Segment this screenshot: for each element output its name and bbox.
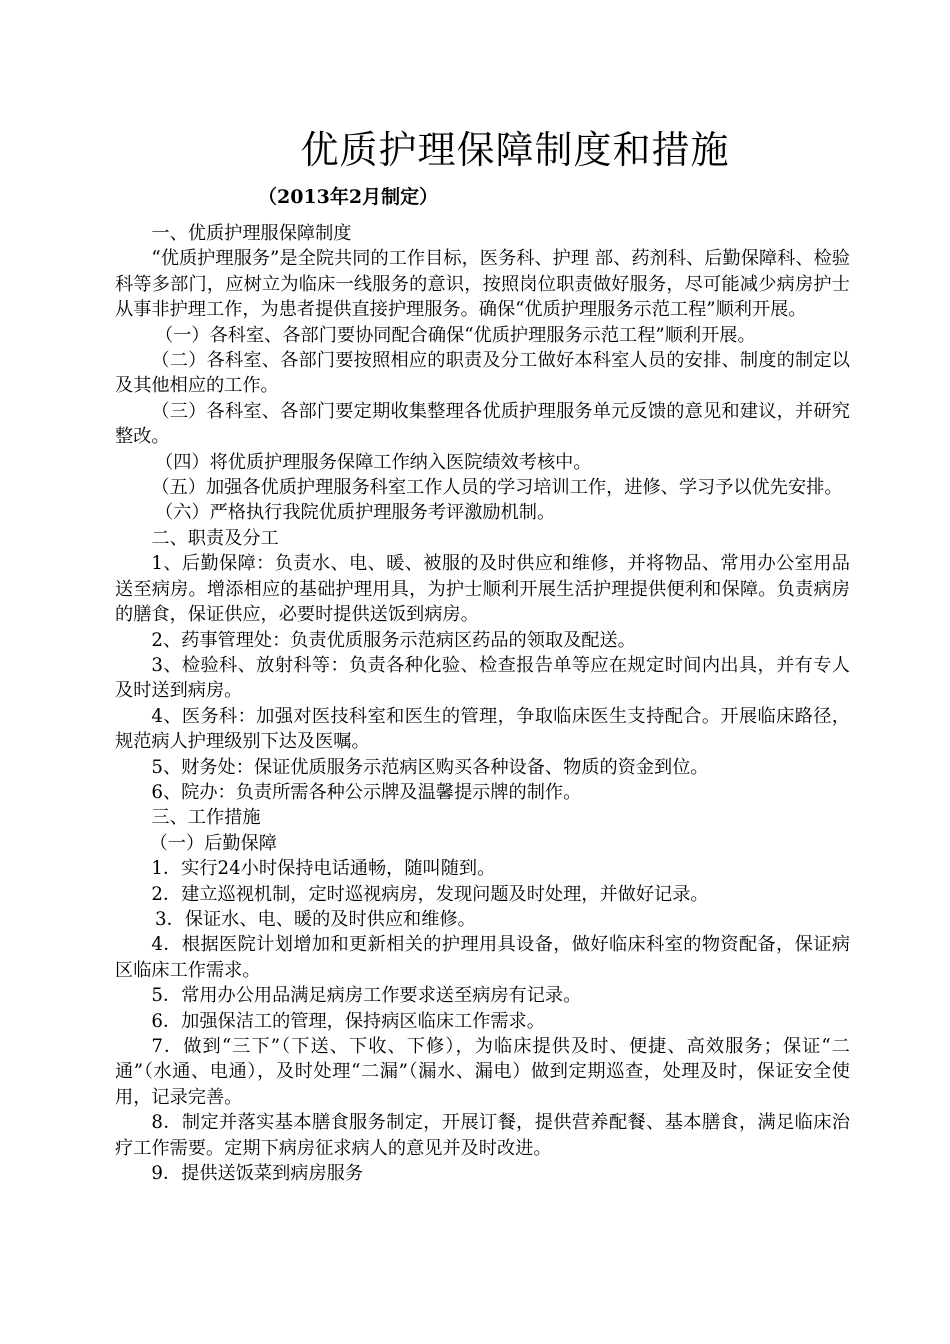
list-item: 8．制定并落实基本膳食服务制定，开展订餐，提供营养配餐、基本膳食，满足临床治疗工作需要。定期下病房征求病人的意见并及时改进。 bbox=[115, 1112, 850, 1159]
list-item: 4、医务科：加强对医技科室和医生的管理，争取临床医生支持配合。开展临床路径，规范病人护理级别下达及医嘱。 bbox=[115, 705, 850, 753]
list-item: 6、院办：负责所需各种公示牌及温馨提示牌的制作。 bbox=[151, 781, 582, 803]
list-item: （四）将优质护理服务保障工作纳入医院绩效考核中。 bbox=[155, 451, 592, 473]
list-item: 9．提供送饭菜到病房服务 bbox=[151, 1163, 364, 1185]
list-item: 1．实行24小时保持电话通畅，随叫随到。 bbox=[151, 858, 496, 880]
list-item: 1、后勤保障：负责水、电、暖、被服的及时供应和维修，并将物品、常用办公室用品送至病房。增添相应的基础护理用具，为护士顺利开展生活护理提供便利和保障。负责病房的膳食，保证供应，必要时提供送饭到病房。 bbox=[115, 553, 850, 626]
list-item: 3．保证水、电、暖的及时供应和维修。 bbox=[155, 908, 476, 930]
list-item: 6．加强保洁工的管理，保持病区临床工作需求。 bbox=[151, 1010, 545, 1032]
list-item: 3、检验科、放射科等：负责各种化验、检查报告单等应在规定时间内出具，并有专人及时送到病房。 bbox=[115, 654, 850, 702]
list-item: 2、药事管理处：负责优质服务示范病区药品的领取及配送。 bbox=[151, 629, 636, 651]
subsection-heading: （一）后勤保障 bbox=[149, 832, 277, 854]
list-item: （六）严格执行我院优质护理服务考评激励机制。 bbox=[155, 502, 556, 524]
list-item: 7．做到“三下”（下送、下收、下修），为临床提供及时、便捷、高效服务；保证“二通”（水通、电通），及时处理“二漏”（漏水、漏电）做到定期巡查，处理及时，保证安全使用，记录完善。 bbox=[115, 1036, 850, 1108]
body-paragraph: “优质护理服务”是全院共同的工作目标，医务科、护理 部、药剂科、后勤保障科、检验科等多部门，应树立为临床一线服务的意识，按照岗位职责做好服务，尽可能减少病房护士从事非护理工作，为患者提供直接护理服务。确保“优质护理服务示范工程”顺利开展。 bbox=[115, 248, 850, 321]
list-item: （一）各科室、各部门要协同配合确保“优质护理服务示范工程”顺利开展。 bbox=[155, 324, 756, 346]
document-subtitle: （2013年2月制定） bbox=[258, 186, 439, 208]
document-body bbox=[115, 221, 850, 1186]
list-item: （三）各科室、各部门要定期收集整理各优质护理服务单元反馈的意见和建议，并研究整改。 bbox=[115, 400, 850, 448]
section-heading: 二、职责及分工 bbox=[151, 527, 279, 549]
list-item: 5、财务处：保证优质服务示范病区购买各种设备、物质的资金到位。 bbox=[151, 756, 709, 778]
list-item: 2．建立巡视机制，定时巡视病房，发现问题及时处理，并做好记录。 bbox=[151, 883, 709, 905]
list-item: （五）加强各优质护理服务科室工作人员的学习培训工作，进修、学习予以优先安排。 bbox=[151, 477, 843, 499]
section-heading: 三、工作措施 bbox=[151, 807, 261, 829]
list-item: （二）各科室、各部门要按照相应的职责及分工做好本科室人员的安排、制度的制定以及其他相应的工作。 bbox=[115, 350, 850, 397]
document-title: 优质护理保障制度和措施 bbox=[300, 128, 730, 172]
list-item: 5．常用办公用品满足病房工作要求送至病房有记录。 bbox=[151, 985, 582, 1007]
section-heading: 一、优质护理服保障制度 bbox=[151, 223, 352, 244]
list-item: 4．根据医院计划增加和更新相关的护理用具设备，做好临床科室的物资配备，保证病区临床工作需求。 bbox=[115, 934, 850, 981]
